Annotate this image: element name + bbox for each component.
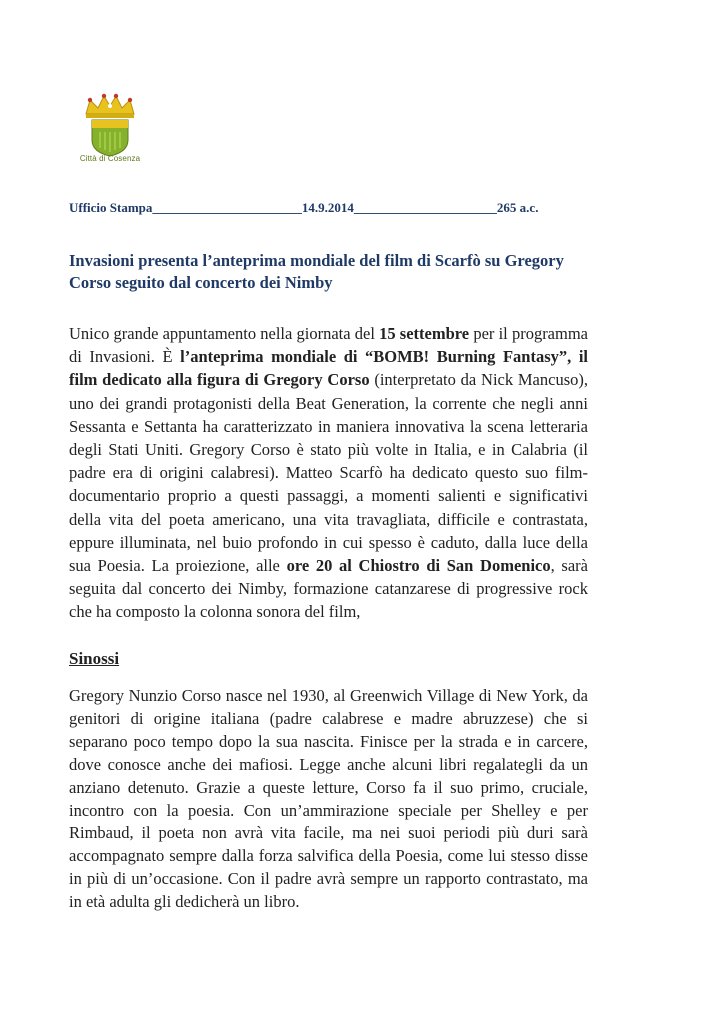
press-date: 14.9.2014 bbox=[301, 200, 354, 215]
press-reference: 265 a.c. bbox=[496, 200, 539, 215]
text-run: , sarà seguita dal concerto dei Nimby, formazione catanzarese di progressive rock che ha composto la colonna sonora del film, bbox=[69, 556, 588, 622]
synopsis-paragraph: Gregory Nunzio Corso nasce nel 1930, al Greenwich Village di New York, da genitori di origine italiana (padre calabrese e madre abruzzese) che si separano poco tempo dopo la sua nascita. Finisce per la strada e in carcere, dove conosce anche dei mafiosi. Legge anche alcuni libri regalategli da un anziano detenuto. Grazie a queste letture, Corso fa il suo primo, cruciale, incontro con la poesia. Con un’ammirazione speciale per Shelley e per Rimbaud, il poeta non avrà vita facile, ma nei suoi periodi più duri sarà accompagnato sempre dalla forza salvifica della Poesia, come lui stesso disse in più di un’occasione. Con il padre avrà sempre un rapporto contrastato, ma in età adulta gli dedicherà un libro. bbox=[69, 686, 588, 912]
header-separator: ______________________ bbox=[353, 200, 497, 215]
bold-date: 15 settembre bbox=[379, 324, 470, 343]
bold-film-title: l’anteprima mondiale di “BOMB! Burning Fantasy”, il film dedicato alla figura di Gregory Corso bbox=[69, 347, 588, 390]
page-title: Invasioni presenta l’anteprima mondiale del film di Scarfò su Gregory Corso seguito dal concerto dei Nimby bbox=[69, 251, 564, 292]
section-heading-sinossi: Sinossi bbox=[69, 649, 120, 668]
text-run: (interpretato da Nick Mancuso), uno dei grandi protagonisti della Beat Generation, la corrente che negli anni Sessanta e Settanta ha caratterizzato in maniera innovativa la scena letteraria degli Stati Uniti. Gregory Corso è stato più volte in Italia, e in Calabria (il padre era di origini calabresi). Matteo Scarfò ha dedicato questo suo film-documentario proprio a questi passaggi, a momenti salienti e significativi della vita del poeta americano, una vita travagliata, difficile e contrastata, eppure illuminata, nel buio profondo in cui spesso è caduto, dalla luce della sua Poesia. La proiezione, alle bbox=[69, 370, 588, 576]
header-separator: _______________________ bbox=[152, 200, 302, 215]
press-header bbox=[69, 200, 589, 216]
intro-paragraph bbox=[69, 322, 588, 624]
logo-caption: Città di Cosenza bbox=[79, 154, 141, 163]
text-run: per il programma di Invasioni. È bbox=[69, 324, 588, 367]
press-office-label: Ufficio Stampa bbox=[69, 200, 153, 215]
bold-event-time-place: ore 20 al Chiostro di San Domenico bbox=[286, 556, 551, 576]
text-run: Unico grande appuntamento nella giornata del bbox=[69, 324, 380, 343]
